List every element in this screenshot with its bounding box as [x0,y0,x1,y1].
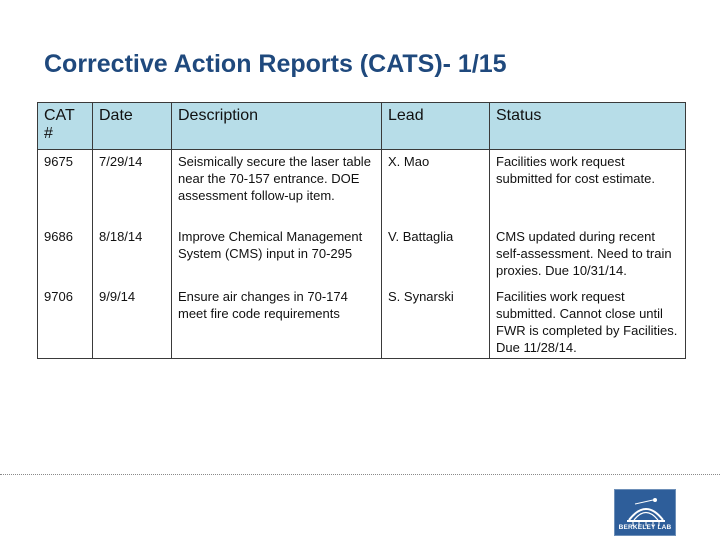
column-header-lead: Lead [382,103,490,150]
cats-table [37,102,686,359]
cat-number: 9706 [38,285,93,359]
lead-cell: S. Synarski [382,285,490,359]
description-cell: Improve Chemical Management System (CMS) input in 70-295 [172,225,382,285]
column-header-date: Date [93,103,172,150]
date-cell: 8/18/14 [93,225,172,285]
table-row [38,285,686,359]
footer-divider [0,474,720,475]
lead-cell: X. Mao [382,150,490,225]
table-header-row [38,103,686,150]
date-cell: 9/9/14 [93,285,172,359]
status-cell: CMS updated during recent self-assessment. Need to train proxies. Due 10/31/14. [490,225,686,285]
table-row [38,150,686,225]
column-header-status: Status [490,103,686,150]
column-header-description: Description [172,103,382,150]
cat-number: 9686 [38,225,93,285]
berkeley-lab-logo [614,489,676,536]
description-cell: Seismically secure the laser table near the 70-157 entrance. DOE assessment follow-up item. [172,150,382,225]
logo-text: BERKELEY LAB [618,524,672,531]
cat-number: 9675 [38,150,93,225]
status-cell: Facilities work request submitted. Cannot close until FWR is completed by Facilities. Due 11/28/14. [490,285,686,359]
status-cell: Facilities work request submitted for cost estimate. [490,150,686,225]
date-cell: 7/29/14 [93,150,172,225]
table-row [38,225,686,285]
description-cell: Ensure air changes in 70-174 meet fire code requirements [172,285,382,359]
lead-cell: V. Battaglia [382,225,490,285]
column-header-cat: CAT # [38,103,93,150]
page-title: Corrective Action Reports (CATS)- 1/15 [44,50,507,78]
